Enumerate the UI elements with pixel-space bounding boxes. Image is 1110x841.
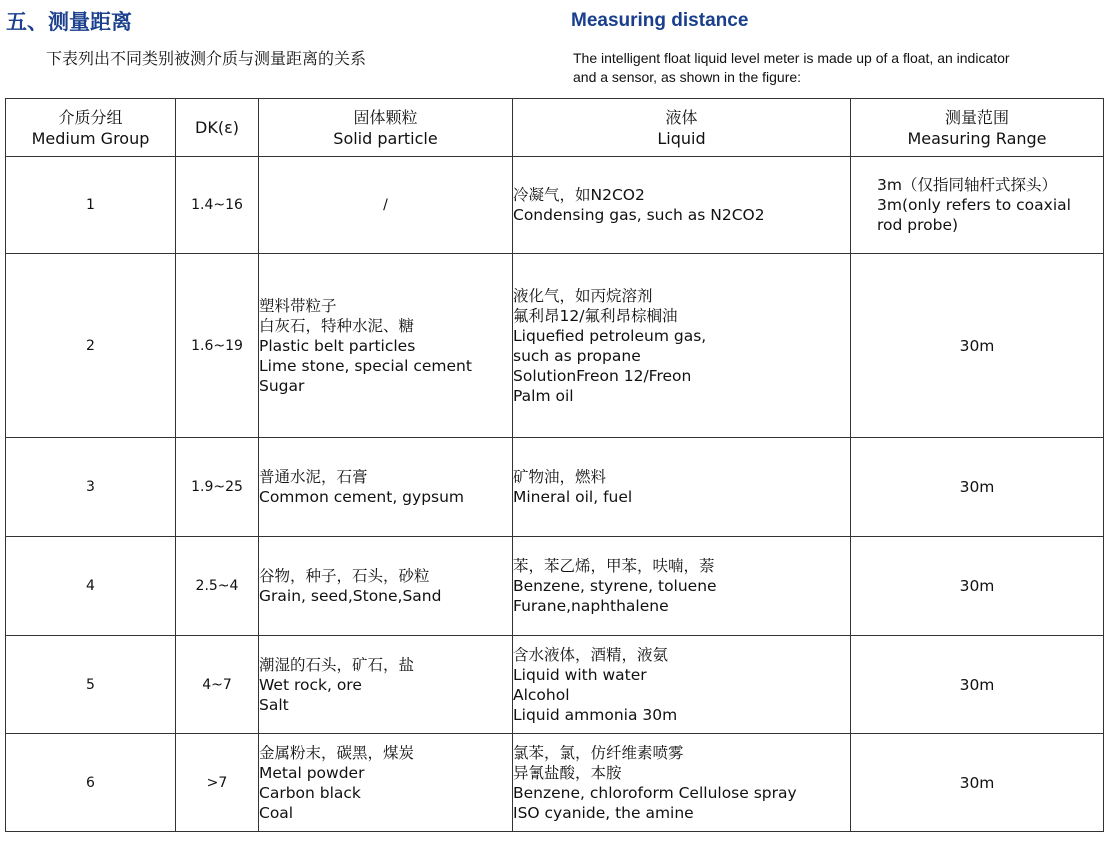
table-row [6, 636, 1104, 734]
cell-solid-line: Salt [259, 695, 289, 714]
cell-liquid-line: Palm oil [513, 386, 574, 405]
cell-solid-line: 塑料带粒子 [259, 296, 337, 315]
cell-liquid [513, 636, 851, 734]
cell-liquid-line: Liquid with water [513, 665, 647, 684]
cell-solid-line: Lime stone, special cement [259, 356, 472, 375]
section-title-cn: 五、测量距离 [6, 10, 132, 34]
cell-range [851, 636, 1104, 734]
cell-group: 3 [6, 438, 176, 537]
cell-solid-line: Coal [259, 803, 294, 822]
header-liquid [513, 99, 851, 157]
cell-dk: >7 [176, 734, 259, 832]
cell-liquid-line: 苯，苯乙烯，甲苯，呋喃，萘 [513, 557, 715, 575]
cell-solid-line: Common cement, gypsum [259, 488, 465, 506]
header-cn: DK(ε) [195, 118, 239, 137]
header-solid-particle [259, 99, 513, 157]
header-en: Solid particle [333, 128, 438, 148]
cell-liquid-line: Condensing gas, such as N2CO2 [513, 206, 765, 224]
header-cn: 固体颗粒 [353, 107, 418, 127]
cell-range [851, 734, 1104, 832]
cell-range-line: 3m（仅指同轴杆式探头） [877, 176, 1057, 194]
description-line: The intelligent float liquid level meter is made up of a float, an indicator [573, 50, 1010, 66]
cell-range-line: 30m [959, 675, 995, 694]
cell-solid-line: 普通水泥，石膏 [259, 468, 368, 486]
cell-group: 1 [6, 157, 176, 254]
cell-solid-line: / [383, 197, 388, 213]
cell-liquid [513, 734, 851, 832]
cell-liquid-line: 含水液体，酒精，液氨 [513, 645, 669, 664]
cell-group: 4 [6, 537, 176, 636]
header-cn: 测量范围 [944, 107, 1009, 127]
cell-solid-line: Grain, seed,Stone,Sand [259, 587, 442, 605]
cell-range [851, 157, 1104, 254]
cell-liquid-line: Alcohol [513, 685, 570, 704]
cell-solid-line: Sugar [259, 376, 305, 395]
cell-solid [259, 254, 513, 438]
cell-range-line: rod probe) [877, 216, 959, 234]
cell-liquid [513, 254, 851, 438]
header-medium-group [6, 99, 176, 157]
cell-range-line: 30m [959, 336, 995, 355]
cell-solid-line: Wet rock, ore [259, 675, 362, 694]
section-description-en [573, 49, 1108, 87]
cell-liquid-line: Liquefied petroleum gas, [513, 326, 707, 345]
section-title-en: Measuring distance [571, 10, 749, 31]
table-body [6, 157, 1104, 832]
cell-liquid [513, 157, 851, 254]
cell-solid [259, 734, 513, 832]
cell-solid-line: Carbon black [259, 783, 361, 802]
cell-liquid-line: Mineral oil, fuel [513, 488, 633, 506]
cell-group: 6 [6, 734, 176, 832]
cell-liquid-line: Furane,naphthalene [513, 597, 669, 615]
cell-liquid-line: Benzene, chloroform Cellulose spray [513, 783, 797, 802]
cell-solid [259, 438, 513, 537]
table-row [6, 537, 1104, 636]
header-en: Liquid [657, 128, 706, 148]
table-row [6, 734, 1104, 832]
cell-range [851, 254, 1104, 438]
cell-dk: 1.9~25 [176, 438, 259, 537]
cell-solid-line: 谷物，种子，石头，砂粒 [259, 567, 430, 585]
cell-liquid-line: Liquid ammonia 30m [513, 705, 678, 724]
cell-dk: 2.5~4 [176, 537, 259, 636]
cell-liquid [513, 438, 851, 537]
table-row [6, 438, 1104, 537]
cell-dk: 4~7 [176, 636, 259, 734]
table-header-row [6, 99, 1104, 157]
header-cn: 介质分组 [58, 107, 123, 127]
cell-solid [259, 636, 513, 734]
header-dk [176, 99, 259, 157]
cell-solid-line: Metal powder [259, 763, 365, 782]
header-cn: 液体 [665, 107, 698, 127]
cell-range-line: 3m(only refers to coaxial [877, 196, 1071, 214]
cell-liquid-line: such as propane [513, 346, 641, 365]
cell-dk: 1.6~19 [176, 254, 259, 438]
cell-liquid [513, 537, 851, 636]
cell-liquid-line: 冷凝气，如N2CO2 [513, 186, 645, 204]
cell-solid [259, 157, 513, 254]
table-row [6, 157, 1104, 254]
cell-liquid-line: 氟利昂12/氟利昂棕榈油 [513, 306, 678, 325]
cell-range [851, 438, 1104, 537]
cell-solid [259, 537, 513, 636]
cell-solid-line: 金属粉末，碳黑，煤炭 [259, 743, 415, 762]
cell-solid-line: Plastic belt particles [259, 336, 416, 355]
cell-solid-line: 白灰石，特种水泥、糖 [259, 316, 415, 335]
cell-group: 5 [6, 636, 176, 734]
cell-solid-line: 潮湿的石头，矿石，盐 [259, 655, 415, 674]
cell-liquid-line: 矿物油，燃料 [513, 468, 607, 486]
cell-range-line: 30m [959, 577, 995, 595]
table-row [6, 254, 1104, 438]
cell-group: 2 [6, 254, 176, 438]
header-en: Measuring Range [907, 128, 1047, 148]
header-measuring-range [851, 99, 1104, 157]
section-subtitle-cn: 下表列出不同类别被测介质与测量距离的关系 [46, 49, 367, 68]
header-en: Medium Group [31, 128, 150, 148]
cell-liquid-line: Benzene, styrene, toluene [513, 577, 717, 595]
measuring-range-table [5, 98, 1104, 832]
cell-range-line: 30m [959, 478, 995, 496]
cell-liquid-line: 异氰盐酸，本胺 [513, 763, 622, 782]
cell-range-line: 30m [959, 773, 995, 792]
cell-liquid-line: 液化气，如丙烷溶剂 [513, 286, 653, 305]
cell-liquid-line: ISO cyanide, the amine [513, 803, 694, 822]
cell-dk: 1.4~16 [176, 157, 259, 254]
cell-range [851, 537, 1104, 636]
cell-liquid-line: 氯苯，氯，仿纤维素喷雾 [513, 743, 684, 762]
description-line: and a sensor, as shown in the figure: [573, 69, 802, 85]
cell-liquid-line: SolutionFreon 12/Freon [513, 366, 692, 385]
